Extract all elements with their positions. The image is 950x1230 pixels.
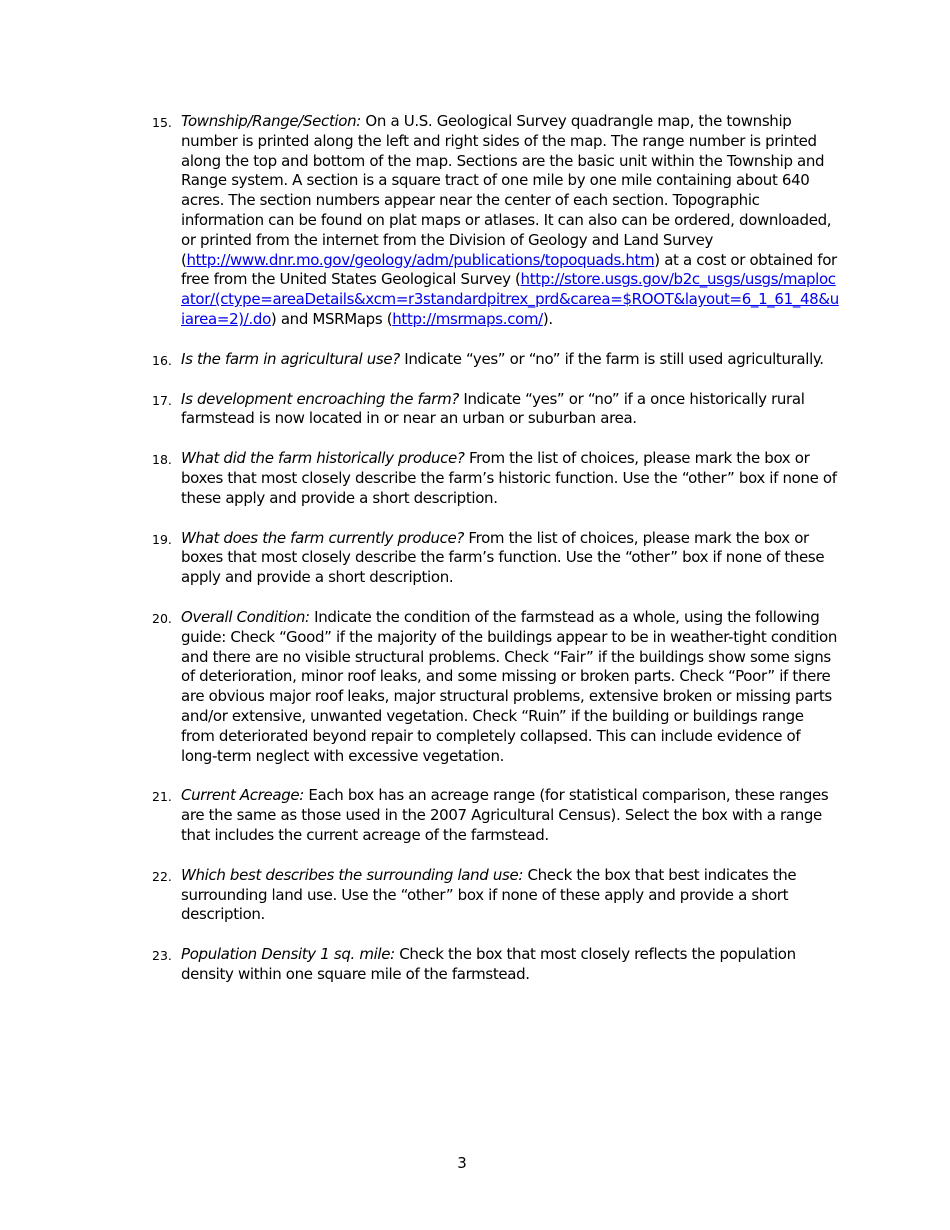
item-text: Check the box that most closely reflects the population density within one square mile of the farmstead. [181, 945, 796, 983]
list-item-18 [150, 449, 840, 508]
item-text: On a U.S. Geological Survey quadrangle map, the township number is printed along the left and right sides of the map. The range number is printed along the top and bottom of the map. Sections are the basic unit within the Township and Range system. A section is a square tract of one mile by one mile containing about 640 acres. The section numbers appear near the center of each section. Topographic information can be found on plat maps or atlases. It can also can be ordered, downloaded, or printed from the internet from the Division of Geology and Land Survey ( [181, 112, 832, 269]
item-text: Each box has an acreage range (for statistical comparison, these ranges are the same as those used in the 2007 Agricultural Census). Select the box with a range that includes the current acreage of the farmstead. [181, 786, 829, 844]
item-text: Indicate “yes” or “no” if the farm is still used agriculturally. [404, 349, 824, 368]
item-number: 23. [152, 948, 172, 964]
msrmaps-link[interactable]: http://msrmaps.com/ [392, 309, 543, 328]
item-number: 19. [152, 531, 172, 547]
list-item-23 [150, 945, 840, 985]
item-heading: Current Acreage: [181, 786, 304, 805]
item-text: Check the box that best indicates the surrounding land use. Use the “other” box if none of these apply and provide a short description. [181, 865, 797, 924]
usgs-store-link[interactable]: http://store.usgs.gov/b2c_usgs/usgs/maplocator/(ctype=areaDetails&xcm=r3standardpitrex_prd&carea=$ROOT&layout=6_1_61_48&uiarea=2)/.do [181, 270, 839, 328]
item-heading: Population Density 1 sq. mile: [181, 945, 395, 964]
item-heading: Which best describes the surrounding land use: [181, 865, 524, 884]
list-item-20 [150, 608, 840, 766]
item-number: 21. [152, 789, 172, 805]
item-heading: Township/Range/Section: [181, 112, 361, 130]
item-text-cont-2: ) and MSRMaps ( [270, 309, 393, 328]
item-text-end: ). [542, 309, 553, 328]
page-number: 3 [457, 1154, 467, 1172]
list-item-16 [150, 350, 840, 370]
dnr-geology-link[interactable]: http://www.dnr.mo.gov/geology/adm/publications/topoquads.htm [186, 250, 655, 269]
item-number: 16. [152, 352, 172, 368]
item-text: Indicate “yes” or “no” if a once historically rural farmstead is now located in or near an urban or suburban area. [181, 389, 805, 428]
item-number: 22. [152, 868, 172, 884]
list-item-21 [150, 786, 840, 845]
item-text: Indicate the condition of the farmstead as a whole, using the following guide: Check “Good” if the majority of the buildings appear to be in weather-tight condition and there are no visible structural problems. Check “Fair” if the buildings show some signs of deterioration, minor roof leaks, and some missing or broken parts. Check “Poor” if there are obvious major roof leaks, major structural problems, extensive broken or missing parts and/or extensive, unwanted vegetation. Check “Ruin” if the building or buildings range from deteriorated beyond repair to completely collapsed. This can include evidence of long-term neglect with excessive vegetation. [181, 607, 838, 765]
item-number: 20. [152, 610, 172, 626]
item-text: From the list of choices, please mark the box or boxes that most closely describe the farm’s historic function. Use the “other” box if none of these apply and provide a short description. [181, 449, 837, 507]
item-text: From the list of choices, please mark the box or boxes that most closely describe the farm’s function. Use the “other” box if none of these apply and provide a short description. [181, 528, 825, 587]
list-item-19 [150, 529, 840, 588]
item-text-cont: ) at a cost or obtained for free from the United States Geological Survey ( [181, 250, 837, 289]
item-heading: What did the farm historically produce? [181, 449, 465, 468]
item-heading: Is the farm in agricultural use? [181, 349, 400, 368]
item-heading: Is development encroaching the farm? [181, 389, 459, 408]
list-item-15 [150, 112, 840, 330]
list-item-22 [150, 866, 840, 925]
list-item-17 [150, 390, 840, 430]
item-heading: Overall Condition: [181, 607, 310, 626]
item-number: 15. [152, 115, 172, 130]
item-number: 17. [152, 392, 172, 408]
item-heading: What does the farm currently produce? [181, 528, 464, 547]
item-number: 18. [152, 452, 172, 468]
instructions-list [150, 112, 840, 1005]
